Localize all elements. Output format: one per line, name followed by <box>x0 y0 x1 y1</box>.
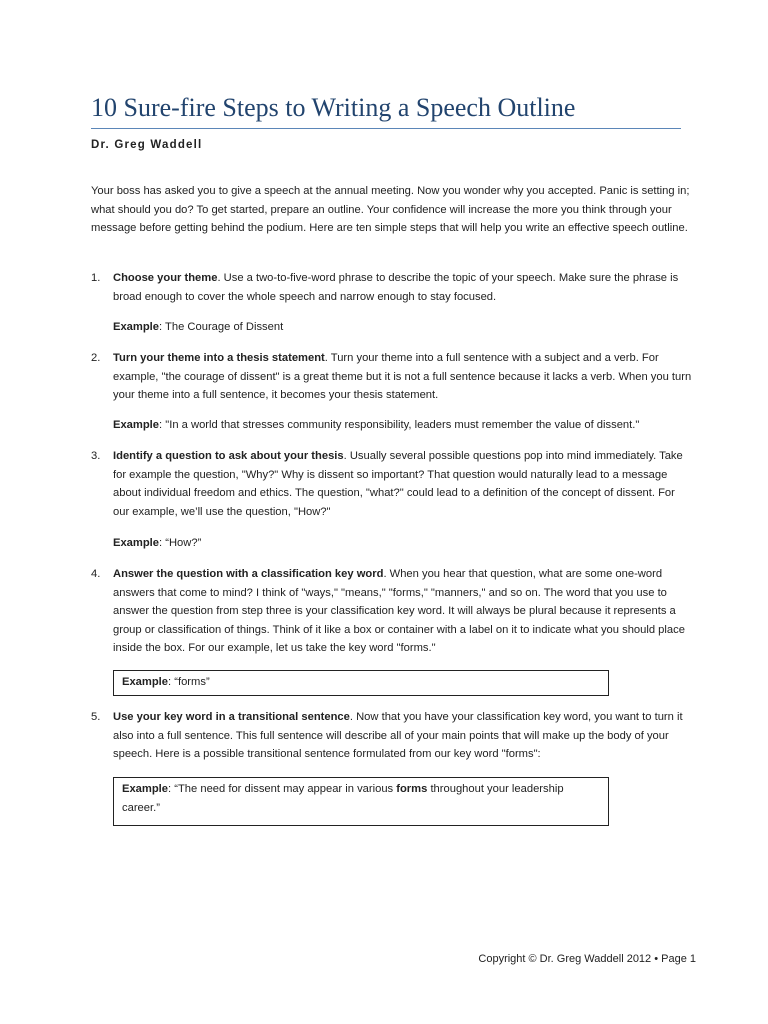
example-keyword: forms <box>396 783 428 795</box>
step-text <box>113 269 693 306</box>
step-text <box>113 708 693 764</box>
step-text <box>113 565 693 658</box>
step-number: 1. <box>91 272 101 284</box>
title-divider <box>91 128 681 129</box>
page-footer: Copyright © Dr. Greg Waddell 2012 • Page 1 <box>478 953 696 965</box>
intro-paragraph: Your boss has asked you to give a speech at the annual meeting. Now you wonder why you accepted. Panic is setting in; what should you do? To get started, prepare an outline. Your confidence will increase the more you think through your message before getting behind the podium. Here are ten simple steps that will help you write an effective speech outline. <box>91 185 690 234</box>
step-example-box <box>113 777 609 826</box>
example-text: : "In a world that stresses community responsibility, leaders must remember the value of dissent." <box>159 419 640 431</box>
example-text: : “How?” <box>159 537 202 549</box>
example-label: Example <box>122 783 169 795</box>
step-body: . Turn your theme into a full sentence with a subject and a verb. For example, "the courage of dissent" is a great theme but it is not a full sentence because it lacks a verb. When you turn your theme into a full sentence, it becomes your thesis statement. <box>113 352 692 401</box>
example-text-end: throughout your leadership career.” <box>122 783 564 814</box>
step-heading: Answer the question with a classification key word <box>113 568 384 580</box>
step-body: . Now that you have your classification key word, you want to turn it also into a full sentence. This full sentence will describe all of your main points that will make up the body of your speech. Here is a possible transitional sentence formulated from our key word "forms": <box>113 711 683 760</box>
example-text: : “The need for dissent may appear in various <box>168 783 397 795</box>
example-label: Example <box>122 676 169 688</box>
author-byline: Dr. Greg Waddell <box>91 139 203 151</box>
step-heading: Turn your theme into a thesis statement <box>113 352 325 364</box>
step-number: 2. <box>91 352 101 364</box>
example-text: : The Courage of Dissent <box>159 321 284 333</box>
document-title: 10 Sure-fire Steps to Writing a Speech Outline <box>91 93 576 122</box>
step-number: 4. <box>91 568 101 580</box>
example-label: Example <box>113 321 160 333</box>
example-text: : “forms” <box>168 676 210 688</box>
step-example <box>113 534 201 553</box>
step-heading: Use your key word in a transitional sentence <box>113 711 350 723</box>
step-number: 5. <box>91 711 101 723</box>
step-heading: Identify a question to ask about your thesis <box>113 450 344 462</box>
step-body: . When you hear that question, what are some one-word answers that come to mind? I think of "ways," "means," "forms," "manners," and so on. The word that you use to answer the question from step three is your classification key word. It will always be plural because it represents a group or classification of things. Think of it like a box or container with a label on it to indicate what you should place inside the box. For our example, let us take the key word "forms." <box>113 568 685 654</box>
step-number: 3. <box>91 450 101 462</box>
step-example <box>113 416 639 435</box>
example-label: Example <box>113 419 160 431</box>
step-text <box>113 447 693 521</box>
step-body: . Usually several possible questions pop into mind immediately. Take for example the question, "Why?" Why is dissent so important? That question would naturally lead to a message about individual freedom and ethics. The question, "what?" could lead to a definition of the concept of dissent. For our example, we’ll use the question, "How?" <box>113 450 683 518</box>
step-example <box>113 318 283 337</box>
example-label: Example <box>113 537 160 549</box>
step-heading: Choose your theme <box>113 272 218 284</box>
step-example-box <box>113 670 609 696</box>
step-text <box>113 349 693 405</box>
step-body: . Use a two-to-five-word phrase to describe the topic of your speech. Make sure the phrase is broad enough to cover the whole speech and narrow enough to stay focused. <box>113 272 679 303</box>
